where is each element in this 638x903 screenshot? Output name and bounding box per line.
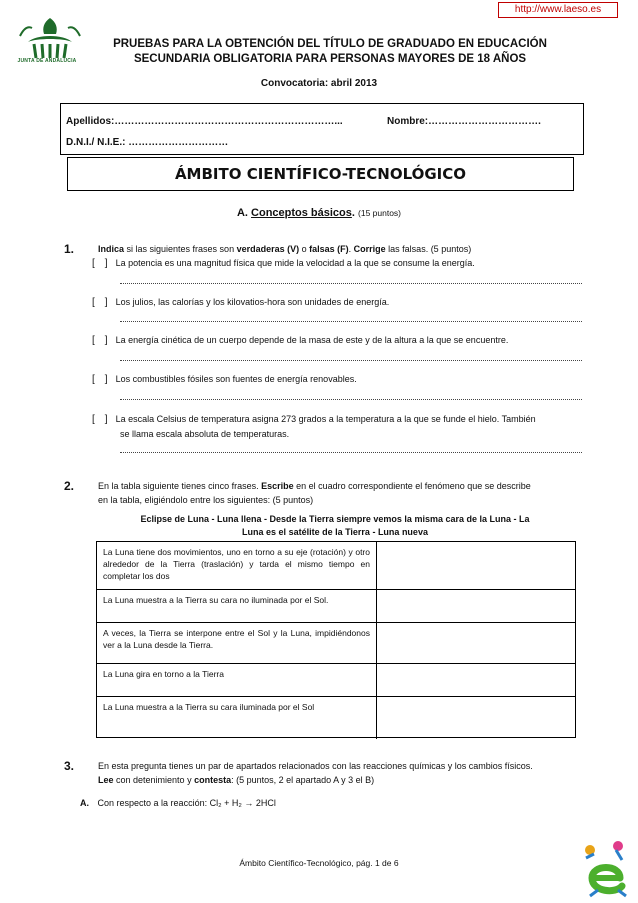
url-link[interactable]: http://www.laeso.es: [498, 2, 618, 18]
q3-t2: : (5 puntos, 2 el apartado A y 3 el B): [231, 775, 375, 785]
dni-field[interactable]: D.N.I./ N.I.E.: …………………………: [66, 137, 229, 148]
ambito-heading: ÁMBITO CIENTÍFICO-TECNOLÓGICO: [67, 157, 574, 191]
answer-bracket-close[interactable]: ]: [104, 414, 108, 425]
q2-escribe: Escribe: [261, 481, 294, 491]
answer-dotted-line[interactable]: [120, 320, 582, 322]
title-line-2: SECUNDARIA OBLIGATORIA PARA PERSONAS MAYORES DE 18 AÑOS: [133, 53, 527, 65]
nombre-field[interactable]: Nombre:…………………………….: [387, 116, 541, 127]
section-a-dot: .: [351, 207, 355, 219]
q3-line1: En esta pregunta tienes un par de apartados relacionados con las reacciones químicas y los cambios físicos.: [98, 761, 533, 771]
q1-item: [92, 257, 475, 270]
q1-t1: si las siguientes frases son: [124, 244, 237, 254]
table-cell-phrase: La Luna gira en torno a la Tierra: [97, 664, 377, 696]
answer-dotted-line[interactable]: [120, 282, 582, 284]
answer-dotted-line[interactable]: [120, 359, 582, 361]
answer-bracket-close[interactable]: ]: [104, 335, 108, 346]
answer-bracket-open[interactable]: [: [92, 374, 95, 385]
answer-bracket-open[interactable]: [: [92, 414, 95, 425]
table-cell-answer[interactable]: [378, 623, 575, 663]
answer-dotted-line[interactable]: [120, 398, 582, 400]
table-cell-phrase: A veces, la Tierra se interpone entre el Sol y la Luna, impidiéndonos ver a la Luna desde la Tierra.: [97, 623, 377, 663]
convocatoria: Convocatoria: abril 2013: [260, 78, 378, 89]
q1-corrige: Corrige: [353, 244, 386, 254]
q3-contesta: contesta: [194, 775, 232, 785]
answer-bracket-close[interactable]: ]: [104, 258, 108, 269]
q3-line2: [98, 774, 374, 787]
answer-bracket-close[interactable]: ]: [104, 297, 108, 308]
q1-t2: o: [299, 244, 310, 254]
q2-number: 2.: [64, 479, 75, 493]
q3-number: 3.: [64, 759, 75, 773]
table-row: [97, 664, 575, 697]
q3-a: [80, 797, 276, 810]
q1-indica: Indica: [98, 244, 125, 254]
q3-t1: con detenimiento y: [113, 775, 195, 785]
apellidos-field[interactable]: Apellidos:…………………………………………………………...: [66, 116, 343, 127]
q1-item-text: Los julios, las calorías y los kilovatios-hora son unidades de energía.: [115, 297, 390, 307]
q2-t2: en el cuadro correspondiente el fenómeno que se describe: [293, 481, 531, 491]
q1-item-text: Los combustibles fósiles son fuentes de energía renovables.: [115, 374, 357, 384]
q1-item-text-line2: se llama escala absoluta de temperaturas.: [120, 429, 290, 439]
table-cell-phrase: La Luna muestra a la Tierra su cara no iluminada por el Sol.: [97, 590, 377, 622]
section-a-points: (15 puntos): [358, 208, 402, 218]
q1-verdaderas: verdaderas (V): [236, 244, 300, 254]
q2-options: [96, 513, 574, 539]
table-row: [97, 590, 575, 623]
id-fields-box: [60, 103, 584, 155]
q2-intro: [98, 480, 576, 493]
q1-item: [92, 296, 389, 309]
junta-andalucia-logo-icon: [14, 14, 86, 64]
page-footer: Ámbito Científico-Tecnológico, pág. 1 de 6: [239, 858, 399, 868]
title-line-1: PRUEBAS PARA LA OBTENCIÓN DEL TÍTULO DE GRADUADO EN EDUCACIÓN: [113, 38, 547, 50]
section-a-heading: [0, 207, 638, 219]
table-cell-answer[interactable]: [378, 664, 575, 696]
q1-item-text: La escala Celsius de temperatura asigna 273 grados a la temperatura a la que se funde el hielo. También: [115, 414, 536, 424]
q2-table: [96, 541, 576, 738]
answer-bracket-open[interactable]: [: [92, 258, 95, 269]
table-cell-answer[interactable]: [378, 590, 575, 622]
q1-t3: .: [348, 244, 354, 254]
answer-bracket-open[interactable]: [: [92, 335, 95, 346]
q1-item-text: La energía cinética de un cuerpo depende de la masa de este y de la altura a la que se encuentre.: [115, 335, 509, 345]
answer-bracket-open[interactable]: [: [92, 297, 95, 308]
q1-falsas: falsas (F): [309, 244, 349, 254]
q2-options-line2: Luna es el satélite de la Tierra - Luna nueva: [242, 527, 428, 537]
answer-bracket-close[interactable]: ]: [104, 374, 108, 385]
q3-lee: Lee: [98, 775, 114, 785]
table-row: [97, 542, 575, 590]
table-row: [97, 697, 575, 739]
laeso-e-logo-icon: [578, 838, 634, 898]
page-title: [95, 37, 565, 67]
q2-intro-line2: en la tabla, eligiéndolo entre los siguientes: (5 puntos): [98, 495, 314, 505]
table-cell-answer[interactable]: [378, 697, 575, 739]
q1-t4: las falsas. (5 puntos): [385, 244, 472, 254]
q1-item: [92, 413, 536, 426]
section-a-letter: A.: [236, 207, 248, 219]
q2-t1: En la tabla siguiente tienes cinco frases.: [98, 481, 262, 491]
table-row: [97, 623, 575, 664]
q3-a-text: Con respecto a la reacción: Cl₂ + H₂ → 2HCl: [97, 798, 276, 808]
q1-number: 1.: [64, 242, 75, 256]
table-cell-phrase: La Luna muestra a la Tierra su cara iluminada por el Sol: [97, 697, 377, 739]
q3-a-label: A.: [80, 798, 89, 808]
table-cell-answer[interactable]: [378, 542, 575, 589]
q1-item-text: La potencia es una magnitud física que mide la velocidad a la que se consume la energía.: [115, 258, 475, 268]
q2-options-line1: Eclipse de Luna - Luna llena - Desde la Tierra siempre vemos la misma cara de la Luna - La: [140, 514, 530, 524]
q1-item: [92, 373, 357, 386]
logo-text: JUNTA DE ANDALUCIA: [17, 58, 77, 64]
answer-dotted-line[interactable]: [120, 451, 582, 453]
q1-item: [92, 334, 508, 347]
table-cell-phrase: La Luna tiene dos movimientos, uno en torno a su eje (rotación) y otro alrededor de la Tierra (traslación) y tarda el mismo tiempo en completar los dos: [97, 542, 377, 589]
section-a-title: Conceptos básicos: [251, 207, 352, 219]
q1-intro: [98, 243, 471, 256]
